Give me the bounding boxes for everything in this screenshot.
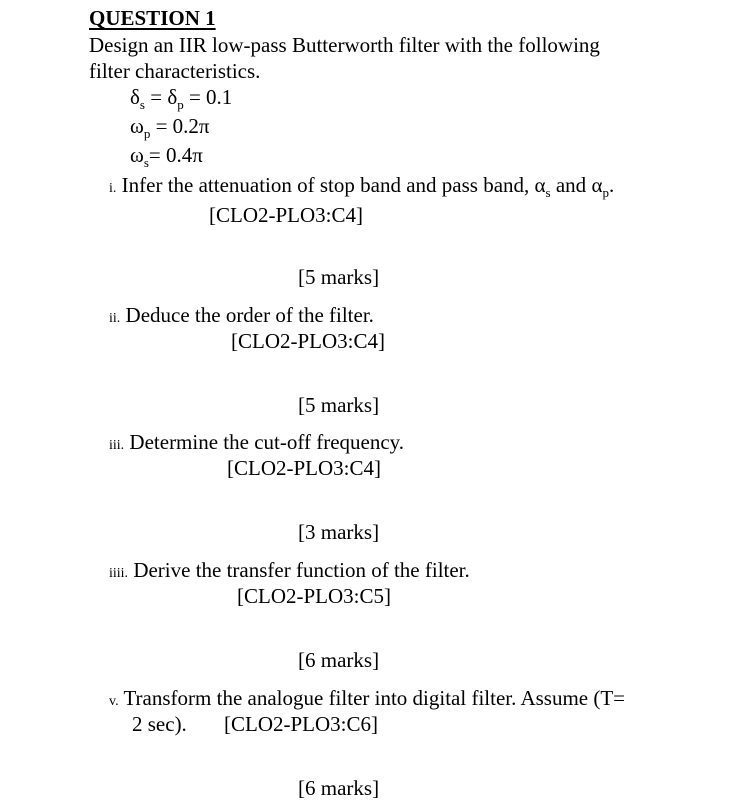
omega-p-value: = 0.2π (150, 114, 210, 138)
part-ii-clo: [CLO2-PLO3:C4] (231, 329, 385, 353)
spec-delta (130, 85, 232, 110)
part-ii-text: Deduce the order of the filter. (125, 303, 374, 327)
part-iiii-clo: [CLO2-PLO3:C5] (237, 584, 391, 608)
question-title: QUESTION 1 (89, 6, 216, 30)
part-iii-marks: [3 marks] (298, 520, 380, 544)
part-i-marks: [5 marks] (298, 265, 380, 289)
omega-s-symbol: ω (130, 143, 144, 167)
part-v-clo: [CLO2-PLO3:C6] (224, 712, 378, 736)
spec-omega-s (130, 143, 203, 168)
part-v-text-line2: 2 sec). (132, 712, 187, 736)
part-i-number: i. (109, 181, 117, 196)
delta-s-subscript: s (139, 97, 145, 112)
part-i-question (109, 173, 614, 198)
part-v-question (109, 686, 625, 711)
delta-p-subscript: p (177, 97, 184, 112)
part-iiii-number: iiii. (109, 566, 129, 581)
part-ii-question (109, 303, 374, 328)
part-iii-number: iii. (109, 438, 125, 453)
part-ii-number: ii. (109, 311, 121, 326)
part-iiii-question (109, 558, 470, 583)
part-iiii-marks: [6 marks] (298, 648, 380, 672)
delta-s-symbol: δ (130, 85, 140, 109)
part-v-number: v. (109, 694, 119, 709)
part-i-and: and (550, 173, 592, 197)
alpha-s-symbol: α (534, 173, 546, 197)
part-i-text: Infer the attenuation of stop band and pass band, (121, 173, 535, 197)
omega-s-value: = 0.4π (148, 143, 203, 167)
delta-p-symbol: δ (167, 85, 178, 109)
alpha-s-subscript: s (545, 185, 551, 200)
part-iii-clo: [CLO2-PLO3:C4] (227, 456, 381, 480)
part-iii-question (109, 430, 404, 455)
delta-equals: = (144, 85, 168, 109)
omega-p-symbol: ω (130, 114, 144, 138)
part-i-period: . (608, 173, 615, 197)
part-v-marks: [6 marks] (298, 776, 380, 800)
part-ii-marks: [5 marks] (298, 393, 380, 417)
alpha-p-subscript: p (602, 185, 609, 200)
omega-p-subscript: p (143, 126, 151, 141)
part-iii-text: Determine the cut-off frequency. (129, 430, 405, 454)
part-iiii-text: Derive the transfer function of the filter. (133, 558, 470, 582)
omega-s-subscript: s (143, 155, 149, 170)
delta-value: = 0.1 (183, 85, 233, 109)
question-intro-line1: Design an IIR low-pass Butterworth filter with the following (89, 33, 600, 57)
question-intro-line2: filter characteristics. (89, 59, 261, 83)
part-v-text-line1: Transform the analogue filter into digital filter. Assume (T= (123, 686, 626, 710)
part-i-clo: [CLO2-PLO3:C4] (209, 203, 363, 227)
spec-omega-p (130, 114, 210, 139)
alpha-p-symbol: α (591, 173, 603, 197)
